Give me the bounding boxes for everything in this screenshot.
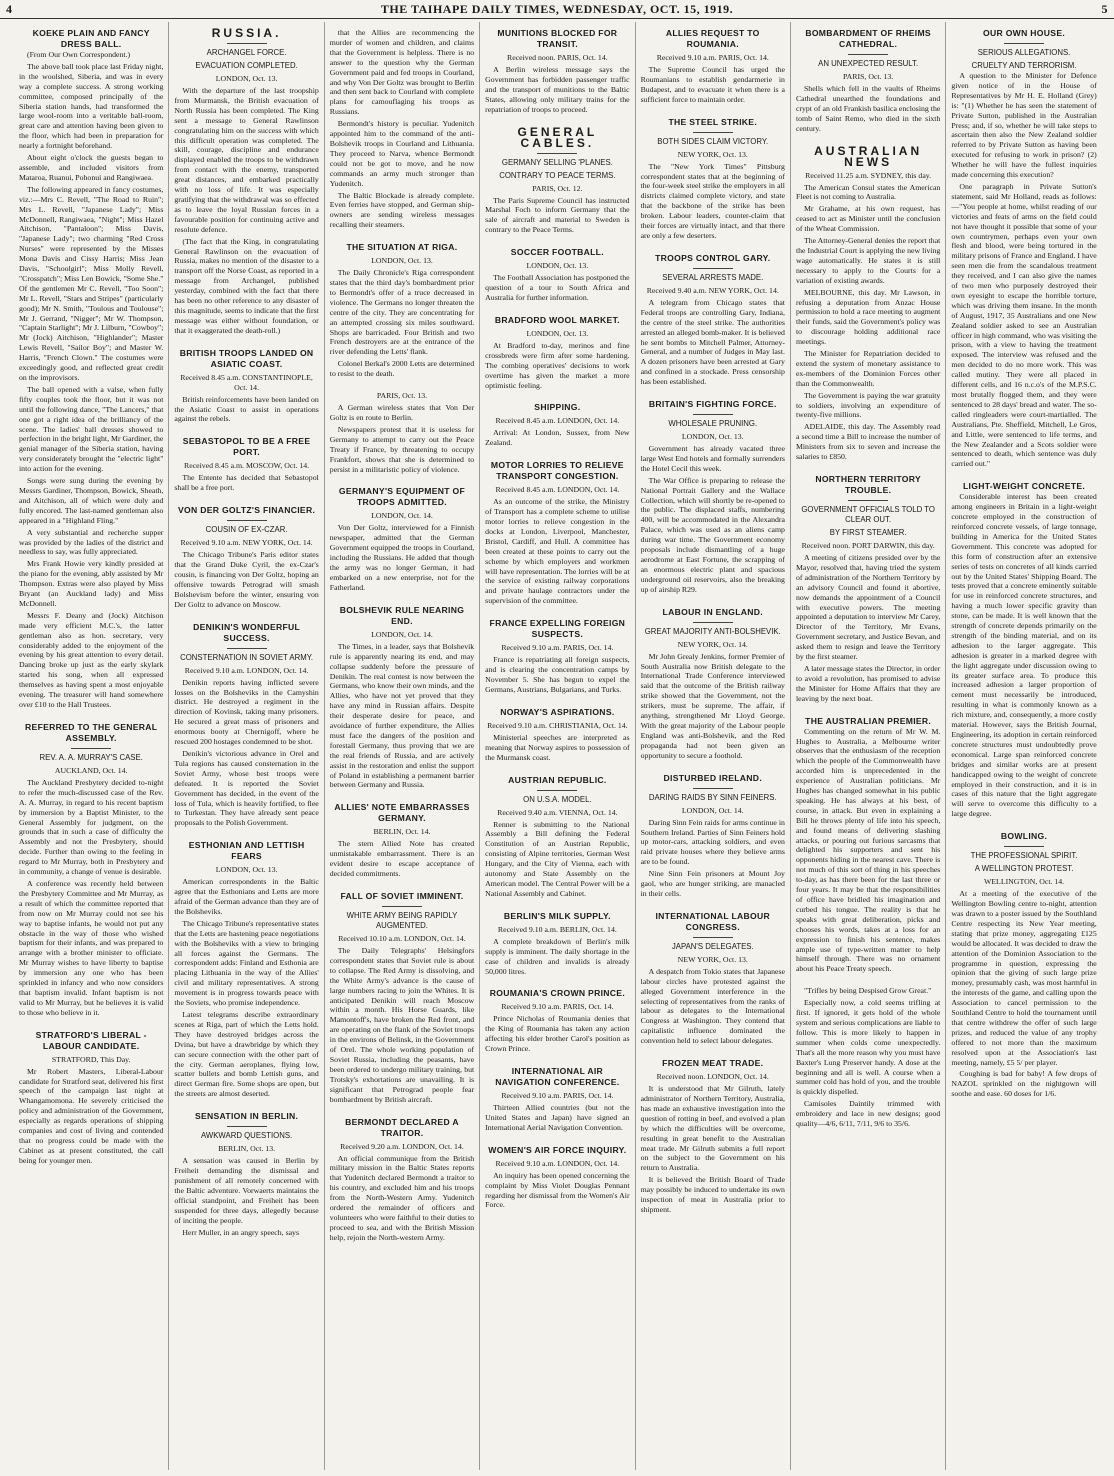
article-subheading: THE PROFESSIONAL SPIRIT.	[970, 851, 1078, 861]
article-heading: GERMANY'S EQUIPMENT OF TROOPS ADMITTED.	[338, 486, 466, 508]
article-subheading: REV. A. A. MURRAY'S CASE.	[39, 752, 143, 762]
article-dateline: Received noon. LONDON, Oct. 14.	[656, 1072, 769, 1082]
rule-divider	[693, 622, 733, 623]
article-paragraph: The Auckland Presbytery decided to-night to refer the much-discussed case of the Rev. A. A. Murray, in regard to his recent baptism by immersion by a Baptist Minister, to the General Assembly for judgment, on the grounds that in such a case of difficulty the Assembly and not the Presbytery, should decide. Further than owing to the feeling in regard to Mr Murray, both in Presbytery and in community, a change of venue is desirable.	[19, 777, 164, 877]
article-paragraph: Mr Grahame, at his own request, has ceased to act as Minister until the conclusion of the Wheat Commission.	[795, 204, 941, 234]
article-dateline: Received 8.45 a.m. MOSCOW, Oct. 14.	[184, 461, 310, 471]
article-dateline: Received 10.10 a.m. LONDON, Oct. 14.	[338, 934, 466, 943]
page-mark-left: 4	[6, 2, 13, 16]
rule-divider	[693, 788, 733, 789]
article-paragraph: The Chicago Tribune's Paris editor states that the Grand Duke Cyril, the ex-Czar's cousin, is financing von Der Goltz, hoping an offensive towards Petrograd will smash Bolshevism before the winter, ensuring von Der Goltz to advance on Moscow.	[174, 550, 319, 609]
article-paragraph: One paragraph in Private Sutton's statement, said Mr Holland, reads as follows:—"You people at home, whilst reading of our victories and feats of arms on the field could not have thought it possible that some of your own countrymen, perhaps even your own flesh and blood, were being tortured in the military prisons of France and England. I have seen men die from the scandalous treatment they received, and I can also give the names of two men who purposely destroyed their own eyesight to escape the horrible torture, which was driving them insane. In the month of August, 1917, 35 Australians and one New Zealand soldier asked to see an Australian officer in high command, who was visiting the prison, with a view to having the treatment exposed. The interview was refused and the men decided to do no more work. This was called mutiny. They were all placed in different cells, and 16 n.c.o's of the M.P.S.C. most brutally flogged them, and they were sentenced to 28 days' bread and water. The so-called ringleaders were court-martialled. The Australians, Pte. Sheffield, Mitchell, Le Gros, and Little, were sentenced to life terms, and the New Zealander and a Scots soldier were sentenced to death, which sentence was duly carried out."	[951, 181, 1097, 469]
article-paragraph: A despatch from Tokio states that Japanese labour circles have protested against the alleged Government interference in the selecting of representatives from the ranks of labour as delegates to the International Congress at Washington. They contend that capitalistic influence dominated the convention held to select labour delegates.	[640, 966, 785, 1046]
article-paragraph: With the departure of the last troopship from Murmansk, the British evacuation of North Russia has been completed. The King sent a message to General Rawlinson congratulating him on the success with which this difficult operation was completed. The skill, courage, discipline and endurance displayed enabled the troops to be withdrawn from contact with the enemy, transported great distances, and embarked practically with no loss of life. It was especially gratifying that the withdrawal was so effected as to leave the loyal Russian forces in a favourable position for continuing active and resolute defence.	[174, 86, 319, 234]
article-dateline: Received 9.10 a.m. LONDON, Oct. 14.	[495, 1158, 620, 1168]
rule-divider	[382, 906, 422, 907]
article-dateline: BERLIN, Oct. 13.	[218, 1144, 276, 1154]
rule-divider	[537, 153, 577, 154]
article-paragraph: Mr John Grealy Jenkins, former Premier of South Australia now British delegate to the International Trade Conference interviewed said that the outcome of the British railway strike showed that the Government, not the strikers, must be supreme. The affair, if anything, strengthened Mr Lloyd George. With the great majority of the Labour people England was anti-Bolshevik, and the Red propaganda had not been given an opportunity to secure a foothold.	[640, 651, 785, 760]
article	[641, 399, 785, 595]
article-dateline: LONDON, Oct. 13.	[371, 256, 433, 266]
article-dateline: Received noon. PARIS, Oct. 14.	[507, 53, 608, 62]
article-paragraph: A complete breakdown of Berlin's milk supply is imminent. The daily shortage in the case of children and invalids is already 50,000 litres.	[485, 936, 630, 976]
article-dateline: LONDON, Oct. 13.	[215, 74, 278, 83]
article-subheading: CRUELTY AND TERRORISM.	[971, 61, 1077, 70]
article-paragraph: Prince Nicholas of Roumania denies that the King of Roumania has taken any action affecting his elder brother Carol's position as Crown Prince.	[485, 1014, 630, 1054]
article-dateline: LONDON, Oct. 13.	[215, 865, 278, 875]
article-subheading: SEVERAL ARRESTS MADE.	[662, 272, 764, 282]
article-dateline: Received 9.40 a.m. NEW YORK, Oct. 14.	[646, 285, 779, 295]
article-paragraph: A meeting of citizens presided over by the Mayor, resolved that, having tried the system of administration of the Northern Territory by an advisory Council and found it abortive, now demands the appointment of a Council with executive powers. The meeting appointed a deputation to interview Mr Carey, Director of the Territory, Mr Evans, Government secretary, and Justice Bevan, and asked them to resign and leave the Territory by the first steamer.	[795, 553, 941, 662]
article-heading: GENERAL CABLES.	[517, 124, 598, 150]
article-heading: BERLIN'S MILK SUPPLY.	[503, 910, 611, 921]
article-dateline: BERLIN, Oct. 14.	[373, 827, 431, 837]
rule-divider	[227, 1126, 267, 1127]
article	[19, 1030, 163, 1166]
article-heading: THE AUSTRALIAN PREMIER.	[805, 715, 932, 726]
article-paragraph: Herr Muller, in an angry speech, says	[182, 1227, 299, 1237]
article	[641, 117, 785, 241]
article	[485, 988, 629, 1054]
article-paragraph: Songs were sung during the evening by Messrs Gardiner, Thompson, Bowick, Sheath, and Aitchison, all of which were duly and fully encored. The last-named gentleman also appeared in a "Highland Fling."	[19, 476, 164, 525]
article-heading: BOLSHEVIK RULE NEARING END.	[339, 604, 465, 626]
article-dateline: Received 9.10 a.m. BERLIN, Oct. 14.	[497, 924, 617, 934]
article-paragraph: Denikin reports having inflicted severe losses on the Bolsheviks in the Camyshin district. He destroyed a regiment in the direction of Kovinsk, taking many prisoners. He secured a great mass of prisoners and enormous booty at Chernigoff, where he rescued 200 hostages condemned to be shot.	[174, 677, 319, 747]
article-dateline: LONDON, Oct. 14.	[371, 629, 433, 639]
column-1	[14, 22, 169, 1470]
article-subheading: DARING RAIDS BY SINN FEINERS.	[648, 792, 777, 802]
article-dateline: LONDON, Oct. 13.	[526, 261, 589, 271]
article-paragraph: The Times, in a leader, says that Bolshevik rule is apparently nearing its end, and may collapse suddenly before the pressure of Denikin. The real contest is now between the Germans, who know their own minds, and the Allies, who have not yet proved that they have any mind in Russian affairs. Despite their desperate desire for peace, and avoidance of further expenditure, the Allies must face the dangers of the position and forestall Germany, thus proving that we are the real friends of Russia, and are actively assist in the restoration and enlist the support of Poland in establishing a permanent barrier between Germany and Russia.	[329, 641, 475, 790]
article-dateline: Received 9.10 a.m. PARIS, Oct. 14.	[656, 53, 769, 62]
article	[330, 391, 474, 474]
rule-divider	[848, 54, 888, 55]
article	[485, 1066, 629, 1133]
article-heading: ALLIES' NOTE EMBARRASSES GERMANY.	[334, 802, 470, 824]
article-heading: FRANCE EXPELLING FOREIGN SUSPECTS.	[489, 618, 626, 640]
article	[641, 253, 785, 387]
article-paragraph: Newspapers protest that it is useless for Germany to attempt to carry out the Peace Treaty if France, by threatening to occupy Frankfort, shows that she is determined to persist in a militaristic policy of violence.	[329, 424, 475, 474]
article-paragraph: Messrs F. Deany and (Jock) Aitchison made very efficient M.C.'s, the latter gentleman also as hon. secretary, very considerably added to the enjoyment of the evening by his great attention to every detail. Dancing broke up just as the early skylark started his song, when all expressed themselves as having spent a most enjoyable evening. The treasurer will hand somewhere over £10 to the Hall Trustees.	[19, 610, 164, 709]
column-4	[480, 22, 635, 1470]
article-heading: STRATFORD'S LIBERAL - LABOUR CANDIDATE.	[35, 1029, 147, 1051]
article	[174, 28, 318, 336]
article	[19, 28, 163, 710]
article-paragraph: The Daily Telegraphs' Helsingfors correspondent states that Soviet rule is about to collapse. The Red Army is dissolving, and the White Army's advance is the cause of large numbers racing to join the Whites. It is anticipated Denikin will reach Moscow within a month. His Horse Guards, like Mamontoff's, have broken the Red front, and are operating on the flank of the Soviet troops in the environs of Belinsk, in the Government of Orel. The whole working population of Soviet Russia, including the peasants, have been ordered to undergo military training, but Trotsky's exhortations are unavailing. It is significant that Petrograd people fear bombardment by British aircraft.	[329, 946, 475, 1104]
article-heading: INTERNATIONAL LABOUR CONGRESS.	[655, 910, 771, 932]
rule-divider	[227, 648, 267, 649]
article	[796, 474, 940, 704]
article-subheading: AN UNEXPECTED RESULT.	[818, 59, 919, 68]
article-heading: RUSSIA.	[211, 26, 282, 40]
article-paragraph: Mrs Frank Howie very kindly presided at the piano for the evening, ably assisted by Mr Thompson. Extras were also played by Miss Bryant (an Auckland lady) and Miss McDonnell.	[19, 559, 164, 608]
article-paragraph: A conference was recently held between the Presbytery Committee and Mr Murray, as a result of which the committee reported that from now on Mr Murray could not see his way to baptise infants, he would not put any obstacle in the way of those who wished baptism for their infants, and was prepared to arrange with a brother minister to officiate. Mr Murray wishes to have liberty to baptise by immersion any one who has been sprinkled in infancy and who now considers that baptism invalid. Infant baptism is not valid to Mr Murray, but he believes it is valid to those who believe in it.	[19, 878, 164, 1017]
article-paragraph: The above ball took place last Friday night, in the woolshed, Siberia, and was in every way a complete success. A strong working committee, composed principally of the Siberia station hands, had transformed the large wool-room into a veritable ball-room, great care and attention having been given to the floor, which had been in preparation for nearly a fortnight beforehand.	[19, 61, 164, 151]
article-paragraph: France is repatriating all foreign suspects, and is clearing the concentration camps by November 5. She has begun to expel the Germans, Austrians, Bulgarians, and Turks.	[485, 655, 630, 694]
article-dateline: Received 9.40 a.m. VIENNA, Oct. 14.	[497, 807, 618, 817]
article	[641, 28, 785, 105]
article-subheading: EVACUATION COMPLETED.	[195, 61, 298, 70]
article-heading: BOMBARDMENT OF RHEIMS CATHEDRAL.	[805, 28, 931, 49]
article-dateline: Received 8.45 a.m. CONSTANTINOPLE, Oct. 14.	[180, 372, 313, 392]
column-2	[169, 22, 324, 1470]
article-heading: BOWLING.	[1000, 831, 1048, 842]
article-paragraph: A Berlin wireless message says the Government has forbidden passenger traffic and the transport of munitions to the Baltic States, allowing only military trains for the repatriation of troops to proceed.	[485, 65, 630, 114]
article-subheading: COUSIN OF EX-CZAR.	[205, 525, 288, 535]
article	[485, 247, 629, 303]
page-mark-right: 5	[1101, 2, 1108, 16]
article	[330, 891, 474, 1105]
article-heading: AUSTRALIAN NEWS	[814, 143, 923, 169]
article-heading: FROZEN MEAT TRADE.	[662, 1058, 764, 1069]
article-paragraph: The Entente has decided that Sebastopol shall be a free port.	[174, 473, 319, 493]
article-heading: LABOUR IN ENGLAND.	[662, 606, 763, 617]
article	[641, 911, 785, 1046]
article	[485, 775, 629, 899]
article-heading: SHIPPING.	[534, 402, 581, 413]
newspaper-title: THE TAIHAPE DAILY TIMES, WEDNESDAY, OCT. 15, 1919.	[380, 1, 734, 16]
article-dateline: AUCKLAND, Oct. 14.	[54, 765, 128, 775]
article-dateline: Received 9.10 a.m. PARIS, Oct. 14.	[501, 1002, 614, 1012]
article-paragraph: The following appeared in fancy costumes, viz.:—Mrs C. Revell, "The Road to Ruin"; Mrs L. Revell, "Japanese Lady"; Miss McDonnell, Rangiwaea, "Night"; Miss Hazel Aitchison, "Pantaloon"; Miss Davis, "Japanese Lady"; two charming "Red Cross Nurses" were represented by the Misses Mona Davis and Cissy Harris; Miss Jean Davis, "Schoolgirl"; Miss Molly Revell, "Crosspatch"; Miss Len Bowick, "Some She." Of the gentlemen Mr C. Revell, "Too Soon"; Mr L. Revell, "Stars and Stripes" (particularly good); Mr N. Smith, "Toulous and Toulouse"; Mr J. Gerrand, "Nigger"; Mr W. Thompson, "Captain Starlight"; Mr J. Lilburn, "Cowboy"; Mr (Jock) Aitchison, "Highlander"; Master Lewis Revell, "Sailor Boy"; and Master W. Harris, "French Clown." The costumes were exceedingly good, and reflected great credit on the improvisors.	[19, 184, 164, 382]
article-paragraph: Government has already vacated three large West End hotels and formally surrenders the Hotel Cecil this week.	[640, 444, 785, 473]
article	[330, 486, 474, 592]
article-paragraph: American correspondents in the Baltic agree that the Esthonians and Letts are more afraid of the German advance than they are of the Bolsheviks.	[174, 877, 319, 916]
article-paragraph: MELBOURNE, this day. Mr Lawson, in refusing a deputation from Anzac House permission to hold a race meeting to augment their funds, said the Government's policy was to discourage holding additional race meetings.	[795, 287, 941, 347]
article-paragraph: A question to the Minister for Defence given notice of in the House of Representatives by Mr H. E. Holland (Grey) is: "(1) Whether he has seen the statement of Private Sutton, published in the Australian Press; and, if so, whether he will take steps to ascertain then also the New Zealand soldier referred to by Private Sutton as having been executed for refusing to work in prison? (2) Whether he will have the fullest inquiries made concerning this execution?	[951, 71, 1097, 180]
article-dateline: Received 9.10 a.m. LONDON, Oct. 14.	[184, 665, 309, 675]
article	[19, 722, 163, 1018]
article-paragraph: Mr Robert Masters, Liberal-Labour candidate for Stratford seat, delivered his first speech of the campaign last night at Whangamomona. He severely criticised the policy and administration of the Government, especially as regards operations of shipping companies and cost of living and contended that no progress could be made with the Cabinet as at present constituted, the call being for younger men.	[19, 1066, 164, 1165]
article-dateline: NEW YORK, Oct. 13.	[677, 954, 748, 964]
article	[796, 28, 940, 134]
article-heading: NORTHERN TERRITORY TROUBLE.	[815, 474, 921, 495]
article-heading: FALL OF SOVIET IMMINENT.	[340, 891, 464, 901]
newspaper-columns	[14, 22, 1102, 1470]
article-dateline: PARIS, Oct. 13.	[843, 72, 894, 81]
article	[951, 481, 1096, 819]
article	[174, 348, 318, 425]
article-paragraph: Especially now, a cold seems trifling at first. If ignored, it gets hold of the whole system and serious complications are liable to follow. This is more likely to happen in summer when colds come unexpectedly. That's all the more reason why you must have Baxter's Lung Preserver handy. A dose at the beginning and all is well. A course when a summer cold has hold of you, and the trouble is quickly dispelled.	[795, 998, 941, 1097]
article-paragraph: Nine Sinn Fein prisoners at Mount Joy gaol, who are hunger striking, are manacled in their cells.	[640, 869, 785, 898]
article-paragraph: Commenting on the return of Mr W. M. Hughes to Australia, a Melbourne writer observes that the enthusiasm of the reception which the people of the Commonwealth have accorded him is unprecedented in the experience of Australian politicians. Mr Hughes has changed somewhat in his public speaking. He has always at his best, of course, in attack. But even in explaining a Bill he throws plenty of life into his speech, and found means of delivering slashing attacks, or pouring out furious sarcasms that delighted his supporters and sent his opponents hiding in the nearest cave. There is not much of this sort of thing in his speeches to-day, as has there been for the last three or four years. It may be that the responsibilities of office have bridled his imagination and curbed his tongue. The reality is that he speaks with great deliberation, picks and chooses his words, takes at a loss for an expression to finish his sentence, makes ample use of type-written matter to help himself through. There was no ornament about his Peace Treaty speech.	[795, 726, 941, 974]
article-subheading: WHITE ARMY BEING RAPIDLY AUGMENTED.	[346, 911, 458, 930]
article-heading: SEBASTOPOL TO BE A FREE PORT.	[182, 436, 311, 458]
rule-divider	[693, 268, 733, 269]
article-paragraph: The American Consul states the American Fleet is not coming to Australia.	[795, 182, 941, 202]
article-dateline: LONDON, Oct. 13.	[681, 432, 744, 442]
article-heading: MUNITIONS BLOCKED FOR TRANSIT.	[497, 28, 618, 49]
article-paragraph: At a meeting of the executive of the Wellington Bowling centre to-night, attention was drawn to a poster issued by the Southland Centre respecting its New Year meeting, stating that prize money, aggregating £125 would be allocated. It was decided to draw the attention of the Dominion Association to the programme in question, expressing the opinion that the giving of such large prize money, presumably cash, was most harmful in the interests of the game, and calling upon the Association to cancel permission to the Southland Centre to hold the tournament until that centre withdrew the offer of such large prizes, and reduced the value of any trophy offered to not more than the maximum resolved upon at the Association's last meeting, namely, £5 5/ per player.	[951, 889, 1097, 1067]
article-paragraph: An inquiry has been opened concerning the complaint by Miss Violet Douglas Pennant regarding her dismissal from the Women's Air Force.	[485, 1170, 630, 1210]
article-heading: ALLIES REQUEST TO ROUMANIA.	[665, 28, 760, 49]
article	[641, 607, 785, 761]
article-paragraph: Daring Sinn Fein raids for arms continue in Southern Ireland. Parties of Sinn Feiners hold up motor-cars, attacking soldiers, and even raid private houses where they believe arms are to be found.	[640, 817, 785, 867]
article-paragraph: Shells which fell in the vaults of Rheims Cathedral unearthed the foundations and crypt of an old Frankish basilica enclosing the tomb of Saint Remo, who died in the sixth century.	[795, 84, 941, 133]
article-subheading: BY FIRST STEAMER.	[829, 528, 907, 537]
article-paragraph: Thirteen Allied countries (but not the United States and Japan) have signed an International Aerial Navigation Convention.	[485, 1103, 630, 1132]
article	[330, 802, 474, 879]
article-dateline: PARIS, Oct. 13.	[376, 391, 428, 401]
article-heading: BERMONDT DECLARED A TRAITOR.	[345, 1116, 459, 1138]
article-paragraph: Renner is submitting to the National Assembly a Bill defining the Federal Constitution of an Austrian Republic, consisting of Alpine territories, German West Hungary, and the City of Vienna, each with autonomy and State Assembly on the American model. The Central Power will be a National Assembly and Cabinet.	[485, 819, 630, 898]
article-paragraph: About eight o'clock the guests began to assemble, and included visitors from Mataroa, Ruanui, Pohonui and Rangiwaea.	[19, 153, 164, 182]
article-dateline: Received 9.10 a.m. PARIS, Oct. 14.	[501, 643, 614, 653]
article-subheading: GREAT MAJORITY ANTI-BOLSHEVIK.	[644, 626, 781, 636]
article-heading: INTERNATIONAL AIR NAVIGATION CONFERENCE.	[495, 1066, 620, 1088]
article-paragraph: A sensation was caused in Berlin by Freiheit demanding the dismissal and punishment of all remotely concerned with the Baltic adventure. Vorwaerts maintains the official standpoint, and Freiheit has been suspended for three days, allegedly because of inciting the people.	[174, 1156, 319, 1225]
article-subheading: ON U.S.A. MODEL.	[523, 794, 592, 804]
article-paragraph: The Government is paying the war gratuity to soldiers, involving an expenditure of twenty-five millions.	[795, 390, 941, 420]
article-heading: TROOPS CONTROL GARY.	[655, 252, 771, 263]
article-paragraph: Ministerial speeches are interpreted as meaning that Norway aspires to possession of the Murmansk coast.	[485, 732, 630, 762]
article-subheading: GERMANY SELLING 'PLANES.	[501, 157, 613, 167]
article-subheading: BOTH SIDES CLAIM VICTORY.	[657, 136, 769, 146]
article	[330, 242, 474, 379]
article-subheading: AWKWARD QUESTIONS.	[200, 1131, 293, 1141]
article-paragraph: The Football Association has postponed the question of a tour to South Africa and Australia for further information.	[485, 273, 630, 302]
article-paragraph: The Supreme Council has urged the Roumanians to establish gendarmerie in Budapest, and to evacuate it when there is a sufficient force to maintain order.	[640, 65, 785, 104]
article-subheading: CONSTERNATION IN SOVIET ARMY.	[180, 652, 314, 662]
article-paragraph: The War Office is preparing to release the National Portrait Gallery and the Wallace Collection, which will shortly be re-opened to the public. The displaced staffs, numbering 400, will be accommodated in the Alexandra Palace, which was used as an aliens camp during war time. The Government economy proposals include dismantling of a huge aerodrome at East Fortune, the scrapping of an enormous electric plant and spacious underground oil reservoirs, also the breaking up of airship R29.	[640, 475, 785, 594]
article-dateline: Received noon. PORT DARWIN, this day.	[801, 541, 935, 550]
article-dateline: Received 11.25 a.m. SYDNEY, this day.	[805, 170, 932, 180]
article-paragraph: British reinforcements have been landed on the Asiatic Coast to assist in operations against the rebels.	[174, 394, 319, 424]
article	[174, 436, 318, 493]
article-paragraph: ADELAIDE, this day. The Assembly read a second time a Bill to increase the number of Ministers from six to seven and increase the salaries to £850.	[795, 422, 941, 462]
article	[485, 124, 630, 236]
article-heading: SOCCER FOOTBALL.	[510, 247, 604, 258]
rule-divider	[848, 500, 888, 501]
article-heading: DENIKIN'S WONDERFUL SUCCESS.	[193, 621, 301, 643]
article	[796, 986, 940, 1129]
article-subheading: WHOLESALE PRUNING.	[668, 419, 758, 429]
article	[330, 605, 474, 791]
article-heading: KOEKE PLAIN AND FANCY DRESS BALL.	[32, 28, 150, 49]
article-paragraph: The Minister for Repatriation decided to extend the system of monetary assistance to ex-members of the Dominion Forces other than the Commonwealth.	[795, 349, 941, 388]
rule-divider	[1004, 846, 1044, 847]
article-heading: OUR OWN HOUSE.	[983, 28, 1066, 38]
article-heading: BRITAIN'S FIGHTING FORCE.	[648, 399, 777, 410]
article-heading: REFERRED TO THE GENERAL ASSEMBLY.	[25, 721, 158, 743]
article	[951, 831, 1096, 1099]
article	[795, 143, 941, 462]
article-paragraph: At Bradford to-day, merinos and fine crossbreds were firm after some hardening. The combing operatives' decisions to work overtime has given the market a more optimistic feeling.	[485, 340, 630, 390]
article-subheading: A WELLINGTON PROTEST.	[974, 864, 1074, 874]
article-paragraph: The Attorney-General denies the report that the Industrial Court is applying the new living wage automatically. He states it is still necessary to apply to the Courts for a variation of existing awards.	[795, 236, 941, 285]
article-paragraph: The Baltic Blockade is already complete. Even ferries have stopped, and German ship-owners are sending wireless messages recalling their steamers.	[329, 190, 475, 230]
article-paragraph: Von Der Goltz, interviewed for a Finnish newspaper, admitted that the German Government equipped the troops in Courland, including the Russians. He added that though the army was no longer German, it had embarked on a new enterprise, not for the Fatherland.	[329, 523, 475, 592]
article-paragraph: Colonel Berkal's 2000 Letts are determined to resist to the death.	[329, 359, 475, 379]
article	[485, 28, 629, 115]
rule-divider	[693, 414, 733, 415]
article-paragraph: As an outcome of the strike, the Ministry of Transport has a complete scheme to utilise motor lorries to relieve congestion in the docks at London, Liverpool, Manchester, Bristol, Cardiff, and Hull. A committee has been created at these points to carry out the scheme by which employers and workmen will have representation. The lorries will be at the service of existing railway corporations and private haulage contractors under the supervision of the committee.	[485, 497, 630, 606]
article-heading: AUSTRIAN REPUBLIC.	[508, 774, 607, 785]
article-heading: SENSATION IN BERLIN.	[194, 1111, 299, 1122]
article-heading: NORWAY'S ASPIRATIONS.	[500, 706, 615, 717]
article-dateline: WELLINGTON, Oct. 14.	[983, 877, 1065, 887]
rule-divider	[227, 520, 267, 521]
article	[951, 28, 1096, 469]
article-dateline: LONDON, Oct. 14.	[681, 805, 744, 815]
article	[485, 707, 629, 763]
article-heading: THE STEEL STRIKE.	[668, 116, 758, 127]
article-paragraph: A later message states the Director, in order to avoid a revolution, has promised to advise the Minister for Home Affairs that they are leaving by the next boat.	[795, 663, 941, 703]
article-paragraph: Bermondt's history is peculiar. Yudenitch appointed him to the command of the anti-Bolshevik troops in Courland and Lithuania. They proceed to Narva, whence Bermondt could not be got to move, and he now commands an army much stronger than Yudenitch.	[329, 119, 475, 188]
article-paragraph: Coughing is bad for baby! A few drops of NAZOL sprinkled on the nightgown will soothe and ease. 60 doses for 1/6.	[951, 1069, 1097, 1099]
article	[485, 1145, 629, 1211]
article-heading: BRADFORD WOOL MARKET.	[494, 314, 620, 325]
article	[330, 28, 474, 230]
rule-divider	[693, 937, 733, 938]
article-heading: MOTOR LORRIES TO RELIEVE TRANSPORT CONGESTION.	[490, 460, 624, 482]
article-heading: DISTURBED IRELAND.	[663, 772, 763, 783]
column-3	[325, 22, 480, 1470]
article-dateline: Received 8.45 a.m. LONDON, Oct. 14.	[495, 485, 620, 495]
article-dateline: NEW YORK, Oct. 14.	[677, 639, 748, 649]
article-paragraph: The Paris Supreme Council has instructed Marshal Foch to inform Germany that the sale of aircraft and material to Sweden is contrary to the Peace Terms.	[485, 195, 630, 235]
article-dateline: Received 9.10 a.m. PARIS, Oct. 14.	[501, 1091, 614, 1101]
article-subheading: SERIOUS ALLEGATIONS.	[977, 48, 1071, 57]
article-heading: BRITISH TROOPS LANDED ON ASIATIC COAST.	[179, 347, 314, 369]
article	[174, 505, 318, 609]
article	[485, 460, 629, 606]
article-dateline: PARIS, Oct. 12.	[532, 183, 583, 193]
article-paragraph: (From Our Own Correspondent.)	[27, 50, 131, 59]
article	[330, 1117, 474, 1243]
column-7	[946, 22, 1101, 1470]
article-paragraph: A telegram from Chicago states that Federal troops are controlling Gary, Indiana, the centre of the steel strike. The authorities arrested an alleged bomb-maker. It is believed he sent bombs to Mitchell Palmer, Attorney-General, and a number of Judges in May last. A dozen prisoners have been arrested at Gary and confined in a stockade. Press censorship has been established.	[640, 297, 785, 387]
article-paragraph: that the Allies are recommencing the murder of women and children, and claims that the Government is helpless. There is no answer to the question why the German Government paid and fed troops in Courland, and why Von Der Goltz was brought to Berlin and then sent back to Courland with complete plans for camouflaging his troops as Russians.	[329, 28, 475, 117]
article-subheading: CONTRARY TO PEACE TERMS.	[499, 170, 616, 180]
rule-divider	[71, 748, 111, 749]
article-dateline: NEW YORK, Oct. 13.	[677, 149, 748, 159]
article-dateline: Received 8.45 a.m. LONDON, Oct. 14.	[495, 416, 620, 426]
column-6	[791, 22, 946, 1470]
article-heading: VON DER GOLTZ'S FINANCIER.	[178, 505, 316, 516]
article-paragraph: Latest telegrams describe extraordinary scenes at Riga, part of which the Letts hold. They have destroyed bridges across the Dvina, but have a drawbridge by which they can secure connection with the other part of the city. German aeroplanes, flying low, scatter bullets and bomb Lettish guns, and direct German fire. Some shops are open, but the streets are almost deserted.	[174, 1010, 319, 1099]
article	[641, 773, 785, 899]
article-paragraph: The ball opened with a valse, when fully fifty couples took the floor, but it was not until the following dance, "The Lancers," that one got a right idea of the brilliancy of the scene. The ladies' ball dresses showed to perfection in the bright light, Mr Gardiner, the genial manager of the Siberia station, having very considerately brought the "electric light" into action for the evening.	[19, 384, 164, 474]
article-paragraph: The Daily Chronicle's Riga correspondent states that the third day's bombardment prior to Bermondt's offer of a truce decreased in violence. The Germans no longer threaten the centre of the city. They are concentrating for an attempted crossing six miles southward. Shops are barricaded. Four British and two French destroyers are at the entrance of the river defending the Letts' flank.	[329, 268, 475, 357]
rule-divider	[537, 790, 577, 791]
article-paragraph: A very substantial and recherche supper was provided by the ladies of the district and needless to say, was fully appreciated.	[19, 527, 164, 557]
article-paragraph: (The fact that the King, in congratulating General Rawlinson on the evacuation of Russia, makes no mention of the disaster to a transport off the Norse Coast, as reported in a message from Archangel, published yesterday, combined with the fact that there has been no other reference to any disaster of this magnitude, seems to indicate that the first message was either without foundation, or that it exaggerated the death-roll.)	[174, 236, 319, 335]
article	[796, 716, 940, 975]
article-paragraph: Denikin's victorious advance in Orel and Tula regions has caused consternation in the Soviet Army, whose best troops were defeated. It is reported the Soviet Government has decided, in the event of the loss of Tula, which is heavily fortified, to flee to Turkestan. They have already sent peace proposals to the Polish Government.	[174, 748, 319, 828]
article	[485, 315, 629, 391]
article-paragraph: An official communique from the British military mission in the Baltic States reports that Yudenitch declared Bermondt a traitor to his country, and excluded him and his troops from the North-Western Army. Yudenitch ordered the remainder of officers and volunteers who were faithful to their duties to proceed to sea, and with the British Mission help, rejoin the North-western Army.	[329, 1153, 475, 1242]
article-heading: THE SITUATION AT RIGA.	[346, 242, 458, 253]
article-subheading: JAPAN'S DELEGATES.	[671, 941, 754, 951]
article-subheading: ARCHANGEL FORCE.	[206, 48, 287, 57]
column-5	[636, 22, 791, 1470]
article-paragraph: Arrival: At London, Sussex, from New Zealand.	[485, 428, 630, 448]
article	[485, 618, 629, 695]
rule-divider	[693, 132, 733, 133]
article-paragraph: The Chicago Tribune's representative states that the Letts are hastening peace negotiations with the Bolsheviks with a view to bringing all forces against the Germans. The correspondent adds: Finland and Esthonia are placing Lithuania in the way of the Allies' civil and military representatives. A strong movement is in progress towards peace with the Soviets, who promise independence.	[174, 918, 319, 1008]
article-heading: WOMEN'S AIR FORCE INQUIRY.	[488, 1144, 627, 1155]
article-dateline: STRATFORD, This Day.	[51, 1054, 131, 1064]
article	[174, 622, 318, 829]
article	[174, 840, 318, 1099]
article	[174, 1111, 318, 1237]
rule-divider	[1004, 43, 1044, 44]
article-paragraph: It is believed the British Board of Trade may possibly be induced to undertake its own inspection of meat in Australia prior to shipment.	[640, 1175, 785, 1214]
article-heading: LIGHT-WEIGHT CONCRETE.	[962, 481, 1086, 492]
article	[485, 911, 629, 977]
article-subheading: GOVERNMENT OFFICIALS TOLD TO CLEAR OUT.	[801, 505, 935, 524]
article-paragraph: "Trifles by being Despised Grow Great."	[803, 986, 932, 996]
article-paragraph: The stern Allied Note has created unmistakable embarrassment. There is an evident desire to escape acceptance of decided commitments.	[329, 839, 475, 879]
article-dateline: LONDON, Oct. 14.	[371, 511, 433, 521]
article-dateline: Received 9.10 a.m. CHRISTIANIA, Oct. 14.	[487, 720, 628, 730]
article-paragraph: A German wireless states that Von Der Goltz is en route to Berlin.	[329, 403, 475, 422]
article	[641, 1058, 785, 1215]
article-dateline: Received 9.20 a.m. LONDON, Oct. 14.	[340, 1141, 464, 1151]
article	[485, 402, 629, 448]
rule-divider	[227, 43, 267, 44]
article-dateline: LONDON, Oct. 13.	[526, 328, 589, 338]
article-heading: ESTHONIAN AND LETTISH FEARS	[188, 840, 305, 862]
article-dateline: Received 9.10 a.m. NEW YORK, Oct. 14.	[180, 538, 313, 548]
article-heading: ROUMANIA'S CROWN PRINCE.	[489, 988, 626, 999]
article-paragraph: Considerable interest has been created among engineers in Britain in a light-weight concrete employed in the construction of reinforced concrete vessels, of large tonnage, building in America for the United States Government. This concrete was adopted for this form of construction after an extensive series of tests on concretes of all kinds carried out by the United States' Shipping Board. The tests proved that a concrete eminently suitable for use in reinforced concrete structures, and having a much lower specific gravity than stone, can be made. It is well known that the strength of concrete depends primarily on the strength of the binding material, and on its adhesion to the larger aggregate. This adhesion is greater in a marked degree with the light aggregate under discussion owing to its greater surface area. To produce this increased adhesion a larger proportion of cement must necessarily be introduced, resulting in what is commonly known as a rich mixture, and, consequently, a more costly material. However, says the British Journal, Engineering, its adoption in certain reinforced concrete structures must undoubtedly prove economical. Large span reinforced concrete bridges and similar works are at present handicapped owing to the weight of concrete employed in their construction, and it is in cases of this nature that the light aggregate will serve to overcome this difficulty to a large degree.	[951, 492, 1097, 819]
article-paragraph: It is understood that Mr Gilruth, lately administrator of Northern Territory, Australia, has made an exhaustive investigation into the question of rotting in beef, and evolved a plan by which the difficulties will be overcome, resulting in great benefit to the Australian meat trade. Mr Gilruth submits a full report on the subject to the Government on his return to Australia.	[640, 1084, 785, 1173]
article-paragraph: The "New York Times" Pittsburg correspondent states that at the beginning of the four-week steel strike the employers in all districts claimed complete victory, and state that the backbone of the strike has been broken. Labour leaders, counter-claim that their forces are virtually intact, and that there are only a few deserters.	[640, 161, 785, 240]
masthead	[0, 0, 1114, 19]
article-paragraph: Camisoles Daintily trimmed with embroidery and lace in new designs; good quality—4/6, 6/11, 7/11, 9/6 to 35/6.	[795, 1099, 941, 1129]
